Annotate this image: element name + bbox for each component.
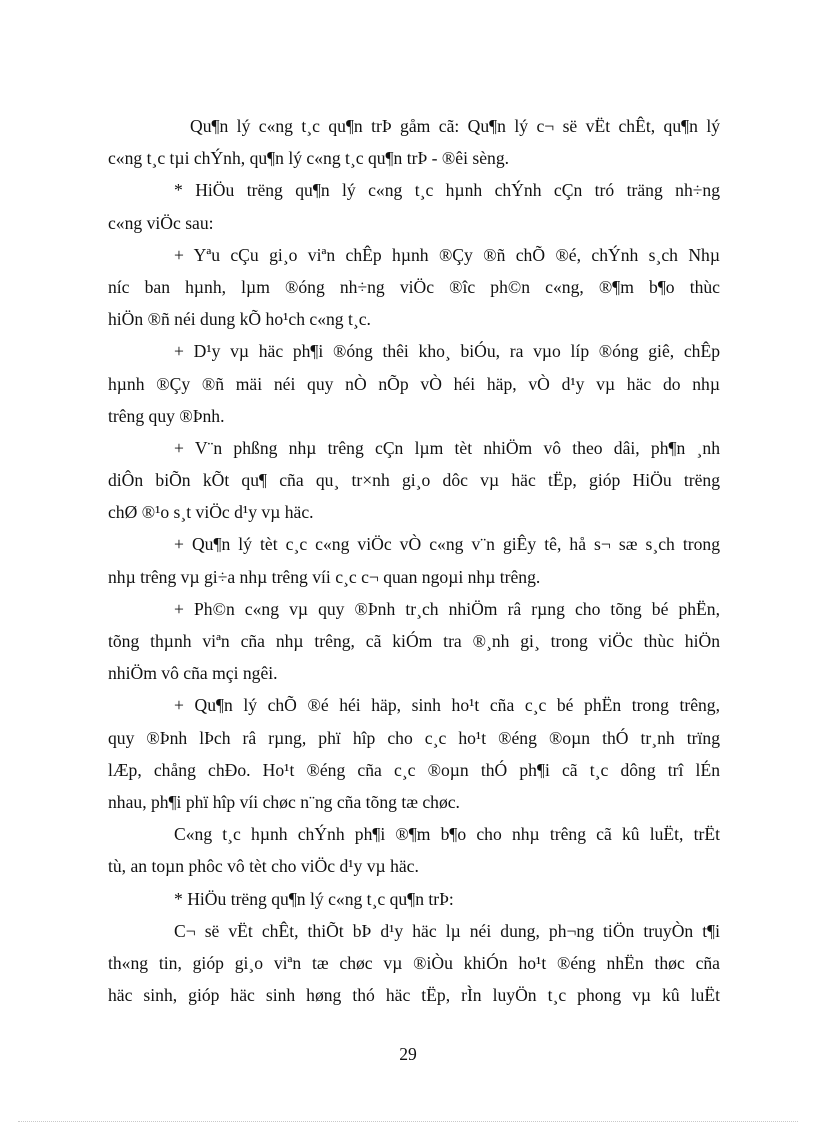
text-line: + Yªu cÇu gi¸o viªn chÊp hµnh ®Çy ®ñ chÕ ®é, chÝnh s¸ch Nhµ — [174, 244, 720, 265]
text-line: tù, an toµn phôc vô tèt cho viÖc d¹y vµ häc. — [108, 856, 419, 877]
text-line: chØ ®¹o s¸t viÖc d¹y vµ häc. — [108, 502, 314, 523]
text-line: quy ®Þnh lÞch râ rµng, phï hîp cho c¸c ho¹t ®éng ®oµn thÓ tr¸nh trïng — [108, 727, 720, 748]
text-line: Qu¶n lý c«ng t¸c qu¶n trÞ gåm cã: Qu¶n lý c¬ së vËt chÊt, qu¶n lý — [190, 116, 720, 136]
text-line: C«ng t¸c hµnh chÝnh ph¶i ®¶m b¶o cho nhµ trêng cã kû luËt, trËt — [174, 824, 720, 845]
text-line: + D¹y vµ häc ph¶i ®óng thêi kho¸ biÓu, ra vµo líp ®óng giê, chÊp — [174, 341, 720, 362]
text-line: níc ban hµnh, lµm ®óng nh÷ng viÖc ®îc ph©n c«ng, ®¶m b¶o thùc — [108, 276, 720, 297]
text-line: c«ng viÖc sau: — [108, 212, 214, 233]
text-line: + Qu¶n lý tèt c¸c c«ng viÖc vÒ c«ng v¨n giÊy tê, hå s¬ sæ s¸ch trong — [174, 534, 720, 555]
text-line: nhiÖm vô cña mçi ngêi. — [108, 663, 278, 684]
text-line: + V¨n phßng nhµ trêng cÇn lµm tèt nhiÖm vô theo dâi, ph¶n ¸nh — [174, 437, 720, 458]
text-line: häc sinh, gióp häc sinh høng thó häc tËp, rÌn luyÖn t¸c phong vµ kû luËt — [108, 985, 720, 1006]
text-line: c«ng t¸c tµi chÝnh, qu¶n lý c«ng t¸c qu¶n trÞ - ®êi sèng. — [108, 148, 510, 169]
text-line: + Ph©n c«ng vµ quy ®Þnh tr¸ch nhiÖm râ rµng cho tõng bé phËn, — [174, 598, 720, 619]
text-line: + Qu¶n lý chÕ ®é héi häp, sinh ho¹t cña c¸c bé phËn trong trêng, — [174, 695, 720, 716]
text-line: nhµ trêng vµ gi÷a nhµ trêng víi c¸c c¬ quan ngoµi nhµ trêng. — [108, 566, 541, 587]
text-line: tõng thµnh viªn cña nhµ trêng, cã kiÓm tra ®¸nh gi¸ trong viÖc thùc hiÖn — [108, 631, 720, 651]
body-text — [108, 110, 720, 1011]
text-line: hµnh ®Çy ®ñ mäi néi quy nÒ nÕp vÒ héi häp, vÒ d¹y vµ häc do nhµ — [108, 373, 720, 394]
text-line: trêng quy ®Þnh. — [108, 405, 225, 426]
text-line: nhau, ph¶i phï hîp víi chøc n¨ng cña tõng tæ chøc. — [108, 791, 460, 812]
text-line: lÆp, chång chÐo. Ho¹t ®éng cña c¸c ®oµn thÓ ph¶i cã t¸c dông trî lÉn — [108, 759, 720, 780]
text-line: diÔn biÕn kÕt qu¶ cña qu¸ tr×nh gi¸o dôc vµ häc tËp, gióp HiÖu trëng — [108, 470, 720, 491]
text-line: th«ng tin, gióp gi¸o viªn tæ chøc vµ ®iÒu khiÓn ho¹t ®éng nhËn thøc cña — [108, 952, 720, 973]
text-line: * HiÖu trëng qu¶n lý c«ng t¸c qu¶n trÞ: — [174, 888, 454, 909]
text-line: hiÖn ®ñ néi dung kÕ ho¹ch c«ng t¸c. — [108, 309, 371, 330]
text-line: * HiÖu trëng qu¶n lý c«ng t¸c hµnh chÝnh cÇn tró träng nh÷ng — [174, 180, 720, 201]
text-line: C¬ së vËt chÊt, thiÕt bÞ d¹y häc lµ néi dung, ph¬ng tiÖn truyÒn t¶i — [174, 920, 720, 941]
page-bottom-divider — [18, 1121, 798, 1122]
page-number: 29 — [399, 1044, 417, 1064]
